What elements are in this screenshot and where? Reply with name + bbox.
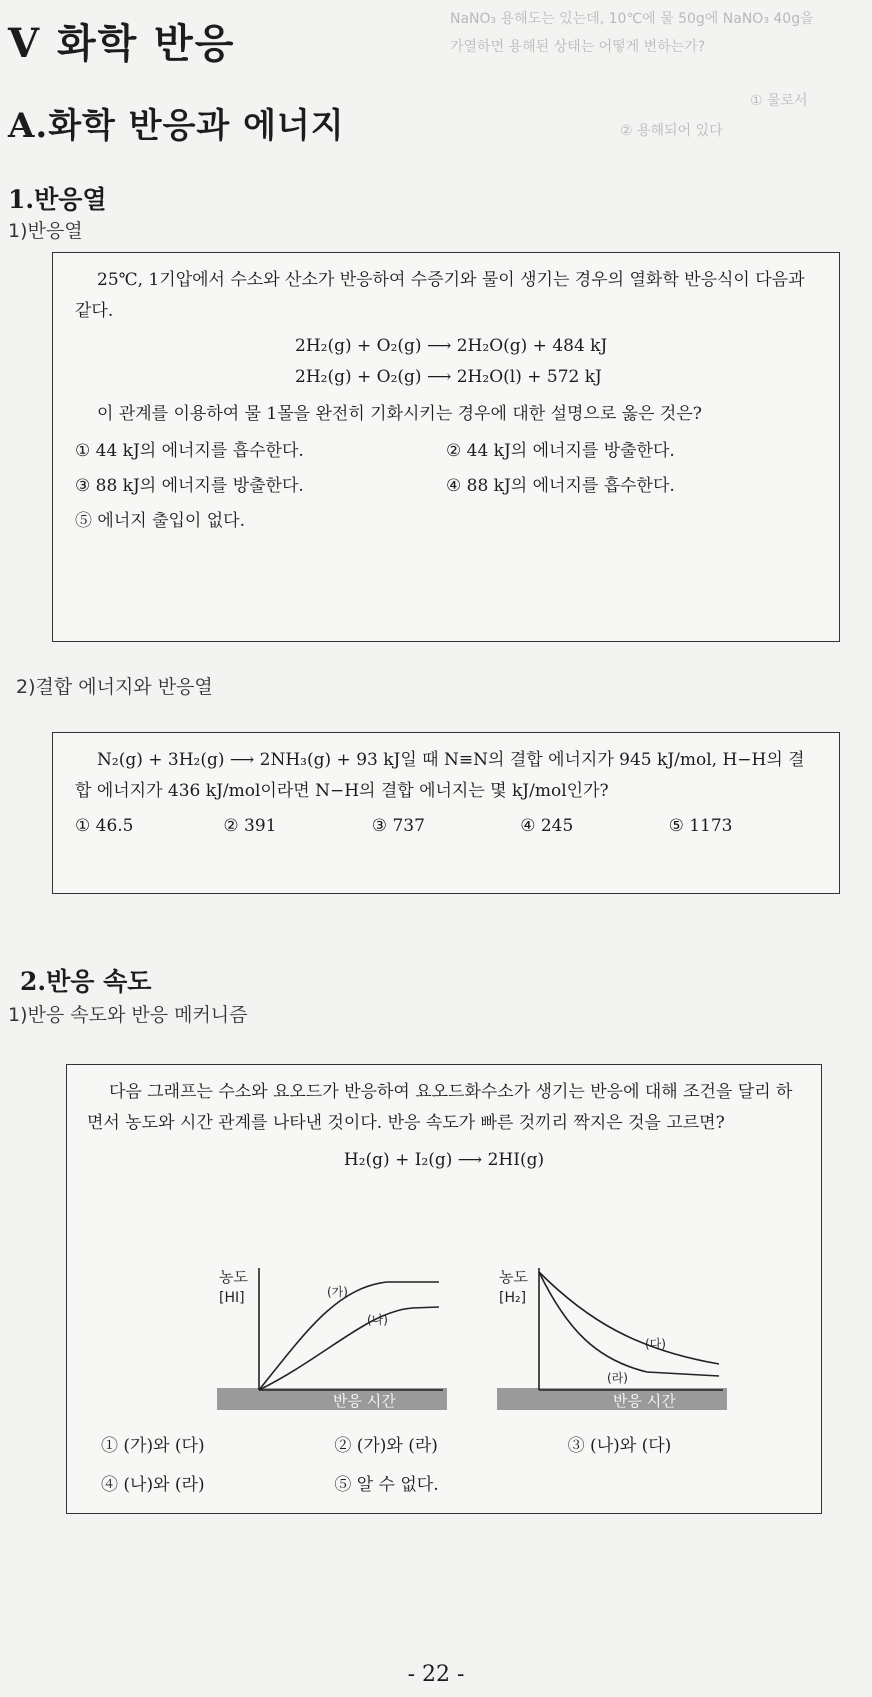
graph1-curve-b [259,1307,439,1390]
q3-choice-3[interactable]: ③ (나)와 (다) [567,1436,672,1456]
q2-choice-5[interactable]: ⑤ 1173 [668,816,733,836]
graph-h2-concentration [497,1260,727,1410]
topic1-sub2: 2)결합 에너지와 반응열 [16,676,213,698]
question-box-2 [52,732,840,894]
q1-choice-1[interactable]: ① 44 kJ의 에너지를 흡수한다. [75,441,304,461]
graph2-ylabel-1: 농도 [499,1268,528,1286]
graph2-curve-d [539,1272,719,1376]
q2-choices [75,811,817,842]
page-number: - 22 - [407,1662,465,1687]
q2-stem: N₂(g) + 3H₂(g) ⟶ 2NH₃(g) + 93 kJ일 때 N≡N의 결합 에너지가 945 kJ/mol, H−H의 결합 에너지가 436 kJ/mol이라면 N−H의 결합 에너지는 몇 kJ/mol인가? [75,750,805,801]
graph2-label-c: (다) [645,1337,666,1351]
q2-choice-4[interactable]: ④ 245 [520,816,574,836]
q1-choice-5[interactable]: ⑤ 에너지 출입이 없다. [75,511,245,531]
q3-stem: 다음 그래프는 수소와 요오드가 반응하여 요오드화수소가 생기는 반응에 대해 조건을 달리 하면서 농도와 시간 관계를 나타낸 것이다. 반응 속도가 빠른 것끼리 짝지은 것을 고르면? [87,1082,793,1133]
q1-choice-3[interactable]: ③ 88 kJ의 에너지를 방출한다. [75,476,304,496]
section-title: A.화학 반응과 에너지 [8,106,345,146]
q3-choice-4[interactable]: ④ (나)와 (라) [101,1475,205,1495]
question-box-3 [66,1064,822,1514]
graph1-label-a: (가) [327,1285,348,1299]
q2-choice-2[interactable]: ② 391 [223,816,277,836]
graph2-xlabel: 반응 시간 [613,1392,676,1410]
q3-equation: H₂(g) + I₂(g) ⟶ 2HI(g) [343,1150,545,1170]
q3-choice-2[interactable]: ② (가)와 (라) [334,1436,438,1456]
graph1-ylabel-1: 농도 [219,1268,248,1286]
q1-choice-2[interactable]: ② 44 kJ의 에너지를 방출한다. [446,441,675,461]
graph-hi-concentration [217,1260,447,1410]
graph2-x-band [497,1388,727,1410]
q2-choice-1[interactable]: ① 46.5 [75,816,134,836]
question-box-1 [52,252,840,642]
graph2-ylabel-2: [H₂] [499,1290,527,1306]
graph1-curve-a [259,1282,439,1390]
graph1-xlabel: 반응 시간 [333,1392,396,1410]
q2-choice-3[interactable]: ③ 737 [371,816,425,836]
q1-equation-1: 2H₂(g) + O₂(g) ⟶ 2H₂O(g) + 484 kJ [295,336,608,356]
graph1-label-b: (나) [367,1313,388,1327]
chapter-title: V 화학 반응 [8,20,236,67]
topic2-title: 2.반응 속도 [20,967,152,996]
q1-choice-4[interactable]: ④ 88 kJ의 에너지를 흡수한다. [446,476,675,496]
q1-stem2: 이 관계를 이용하여 물 1몰을 완전히 기화시키는 경우에 대한 설명으로 옳은 것은? [97,404,702,424]
topic1-sub1: 1)반응열 [8,220,83,242]
q3-choice-5[interactable]: ⑤ 알 수 없다. [334,1475,439,1495]
graph1-ylabel-2: [HI] [219,1290,245,1306]
graph2-label-d: (라) [607,1371,628,1385]
q1-stem1: 25℃, 1기압에서 수소와 산소가 반응하여 수증기와 물이 생기는 경우의 열화학 반응식이 다음과 같다. [75,270,805,321]
q1-choices [75,436,817,537]
q3-choice-1[interactable]: ① (가)와 (다) [101,1436,205,1456]
q3-choices [101,1431,801,1501]
q1-equation-2: 2H₂(g) + O₂(g) ⟶ 2H₂O(l) + 572 kJ [295,367,602,387]
topic2-sub1: 1)반응 속도와 반응 메커니즘 [8,1004,248,1026]
topic1-title: 1.반응열 [8,185,107,214]
